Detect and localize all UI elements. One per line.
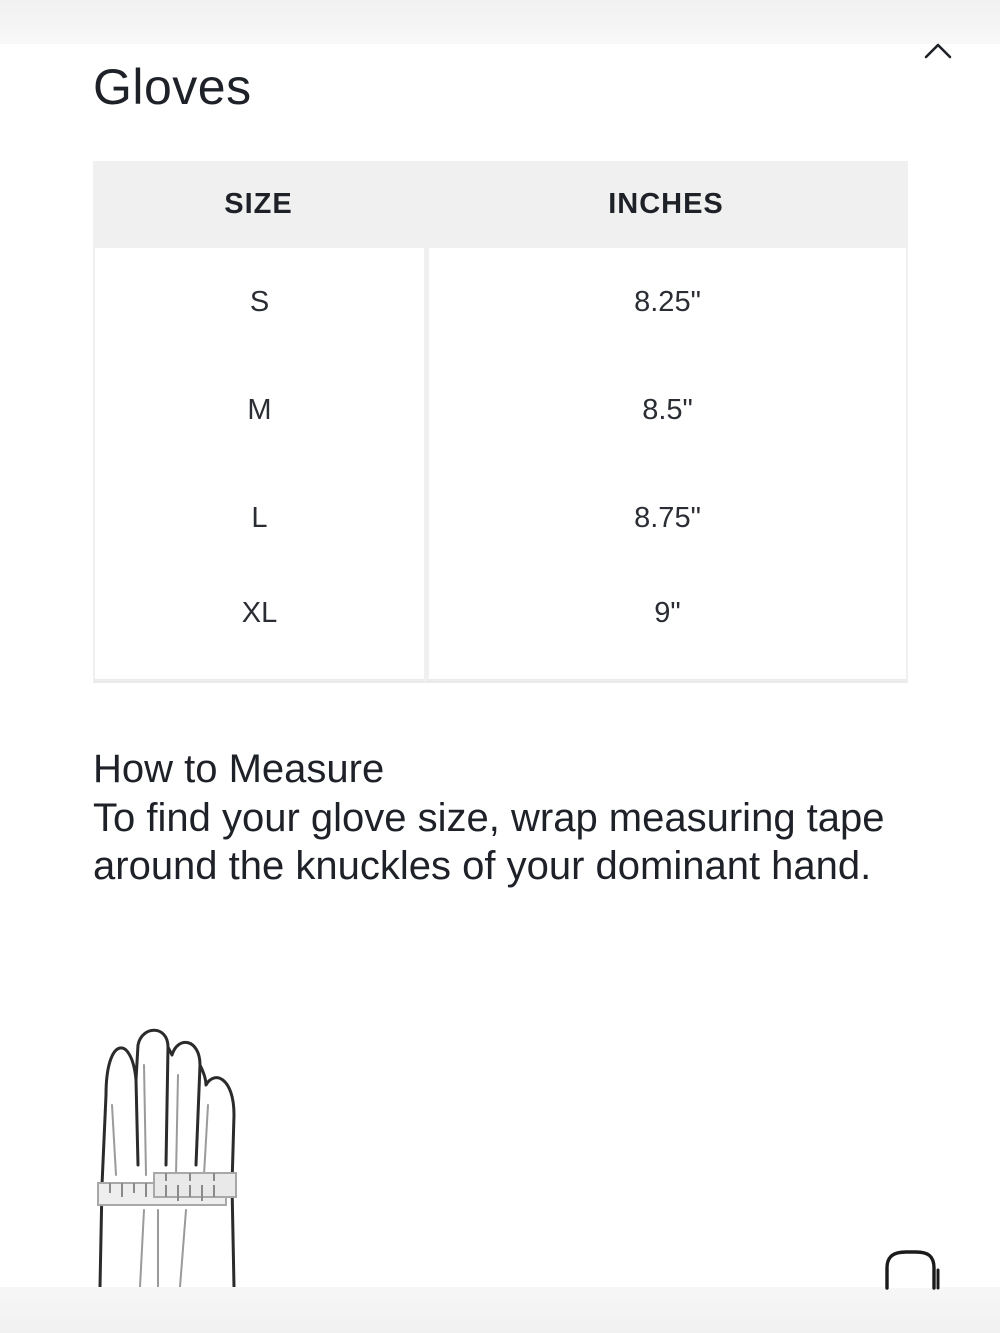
- how-to-measure-line-2: around the knuckles of your dominant hand.: [93, 844, 872, 888]
- table-row: [93, 248, 908, 356]
- size-cell: L: [93, 464, 424, 572]
- inches-cell: 8.5": [424, 356, 908, 464]
- header-inches: INCHES: [424, 161, 908, 248]
- header-size: SIZE: [93, 161, 424, 248]
- inches-cell: 8.25": [424, 248, 908, 356]
- section-title: Gloves: [93, 59, 252, 115]
- size-cell: M: [93, 356, 424, 464]
- chat-icon[interactable]: [880, 1246, 944, 1290]
- inches-cell: 8.75": [424, 464, 908, 572]
- size-cell: S: [93, 248, 424, 356]
- hand-measuring-tape-icon: [94, 1025, 244, 1287]
- collapse-toggle-button[interactable]: [918, 32, 958, 68]
- how-to-measure-section: [93, 745, 893, 891]
- table-row: [93, 356, 908, 464]
- top-shade: [0, 0, 1000, 44]
- inches-cell: 9": [424, 573, 908, 683]
- table-header-row: [93, 161, 908, 248]
- how-to-measure-heading: How to Measure: [93, 747, 385, 791]
- chevron-up-icon: [923, 40, 953, 60]
- how-to-measure-line-1: To find your glove size, wrap measuring tape: [93, 795, 885, 840]
- table-row: [93, 464, 908, 572]
- table-row: [93, 573, 908, 683]
- size-cell: XL: [93, 573, 424, 683]
- size-chart-table: [93, 161, 908, 683]
- bottom-shade: [0, 1287, 1000, 1333]
